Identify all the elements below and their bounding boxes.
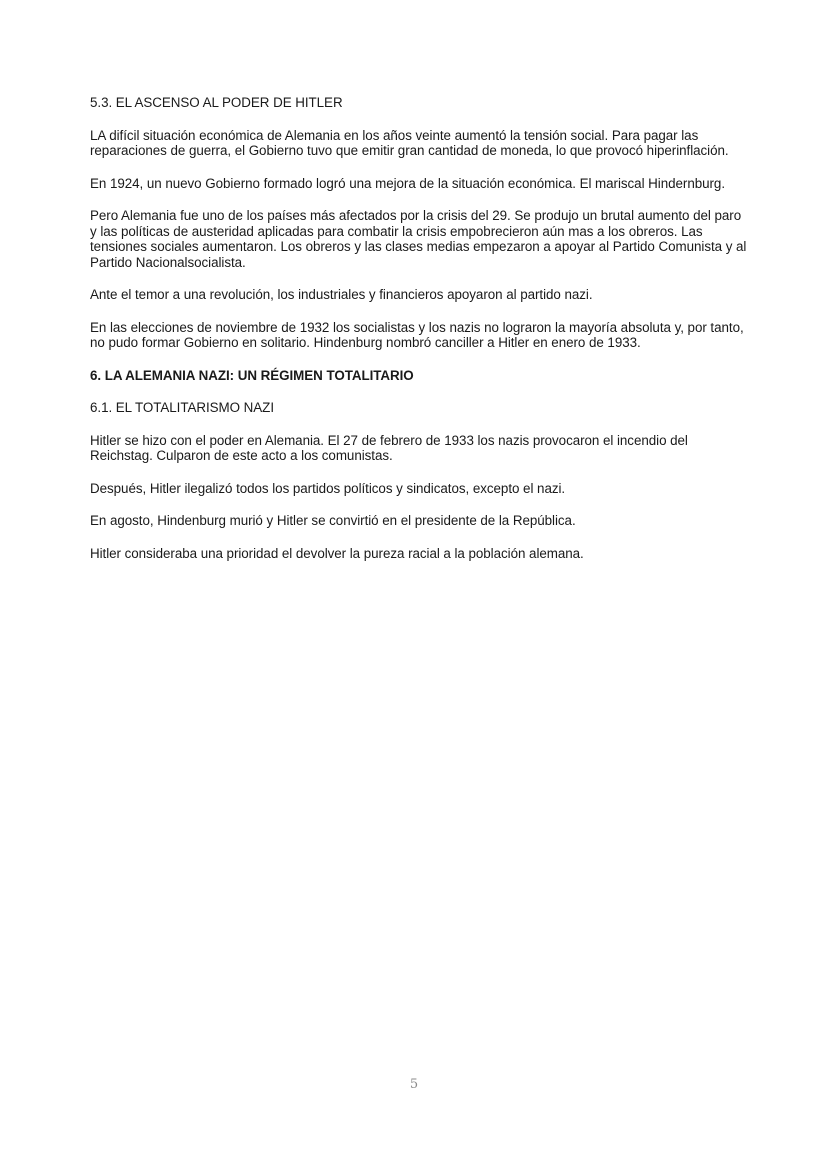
section-heading-6-1: 6.1. EL TOTALITARISMO NAZI: [90, 400, 274, 415]
paragraph: Después, Hitler ilegalizó todos los partidos políticos y sindicatos, excepto el nazi.: [90, 480, 566, 496]
document-page: [90, 95, 750, 561]
page-number: 5: [409, 1077, 419, 1092]
section-heading-6: 6. LA ALEMANIA NAZI: UN RÉGIMEN TOTALITARIO: [90, 367, 414, 383]
paragraph: Hitler se hizo con el poder en Alemania. El 27 de febrero de 1933 los nazis provocaron el incendio del Reichstag. Culparon de este acto a los comunistas.: [90, 432, 688, 463]
paragraph: Hitler consideraba una prioridad el devolver la pureza racial a la población alemana.: [90, 545, 584, 561]
paragraph: LA difícil situación económica de Alemania en los años veinte aumentó la tensión social. Para pagar las reparaciones de guerra, el Gobierno tuvo que emitir gran cantidad de moneda, lo que provocó hiperinflación.: [90, 127, 729, 158]
paragraph: En las elecciones de noviembre de 1932 los socialistas y los nazis no lograron la mayoría absoluta y, por tanto, no pudo formar Gobierno en solitario. Hindenburg nombró canciller a Hitler en enero de 1933.: [90, 319, 744, 350]
paragraph: En agosto, Hindenburg murió y Hitler se convirtió en el presidente de la República.: [90, 513, 576, 528]
section-heading-5-3: 5.3. EL ASCENSO AL PODER DE HITLER: [90, 95, 343, 110]
paragraph: Pero Alemania fue uno de los países más afectados por la crisis del 29. Se produjo un brutal aumento del paro y las políticas de austeridad aplicadas para combatir la crisis empobrecieron aún mas a los obreros. Las tensiones sociales aumentaron. Los obreros y las clases medias empezaron a apoyar al Partido Comunista y al Partido Nacionalsocialista.: [90, 208, 747, 270]
paragraph: Ante el temor a una revolución, los industriales y financieros apoyaron al partido nazi.: [90, 287, 593, 302]
paragraph: En 1924, un nuevo Gobierno formado logró una mejora de la situación económica. El mariscal Hindernburg.: [90, 175, 725, 191]
